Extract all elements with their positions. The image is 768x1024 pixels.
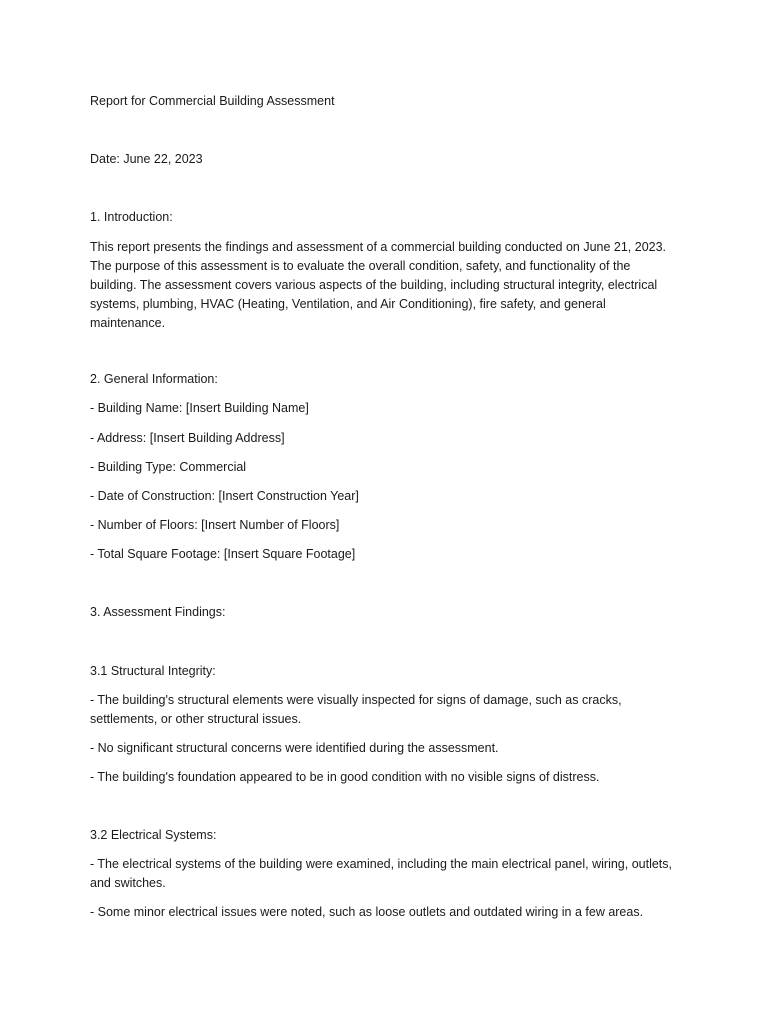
- structural-integrity-heading: 3.1 Structural Integrity:: [90, 664, 216, 678]
- info-item-construction-date: - Date of Construction: [Insert Construction Year]: [90, 489, 359, 503]
- electrical-item: - The electrical systems of the building were examined, including the main electrical panel, wiring, outlets, and switches.: [90, 857, 673, 890]
- introduction-body: This report presents the findings and assessment of a commercial building conducted on June 21, 2023. The purpose of this assessment is to evaluate the overall condition, safety, and functionality of the building. The assessment covers various aspects of the building, including structural integrity, electrical systems, plumbing, HVAC (Heating, Ventilation, and Air Conditioning), fire safety, and general maintenance.: [90, 240, 667, 330]
- info-item-address: - Address: [Insert Building Address]: [90, 431, 285, 445]
- structural-item: - The building's foundation appeared to be in good condition with no visible signs of distress.: [90, 770, 600, 784]
- structural-item: - No significant structural concerns were identified during the assessment.: [90, 741, 499, 755]
- general-information-heading: 2. General Information:: [90, 372, 218, 386]
- assessment-findings-heading: 3. Assessment Findings:: [90, 605, 226, 619]
- report-title: Report for Commercial Building Assessment: [90, 94, 335, 108]
- electrical-systems-heading: 3.2 Electrical Systems:: [90, 828, 217, 842]
- electrical-item: - Some minor electrical issues were noted, such as loose outlets and outdated wiring in a few areas.: [90, 905, 644, 919]
- info-item-building-type: - Building Type: Commercial: [90, 460, 247, 474]
- structural-item: - The building's structural elements were visually inspected for signs of damage, such as cracks, settlements, or other structural issues.: [90, 693, 622, 726]
- info-item-building-name: - Building Name: [Insert Building Name]: [90, 401, 309, 415]
- report-date: Date: June 22, 2023: [90, 152, 203, 166]
- introduction-heading: 1. Introduction:: [90, 210, 173, 224]
- info-item-number-of-floors: - Number of Floors: [Insert Number of Floors]: [90, 518, 340, 532]
- info-item-square-footage: - Total Square Footage: [Insert Square Footage]: [90, 547, 356, 561]
